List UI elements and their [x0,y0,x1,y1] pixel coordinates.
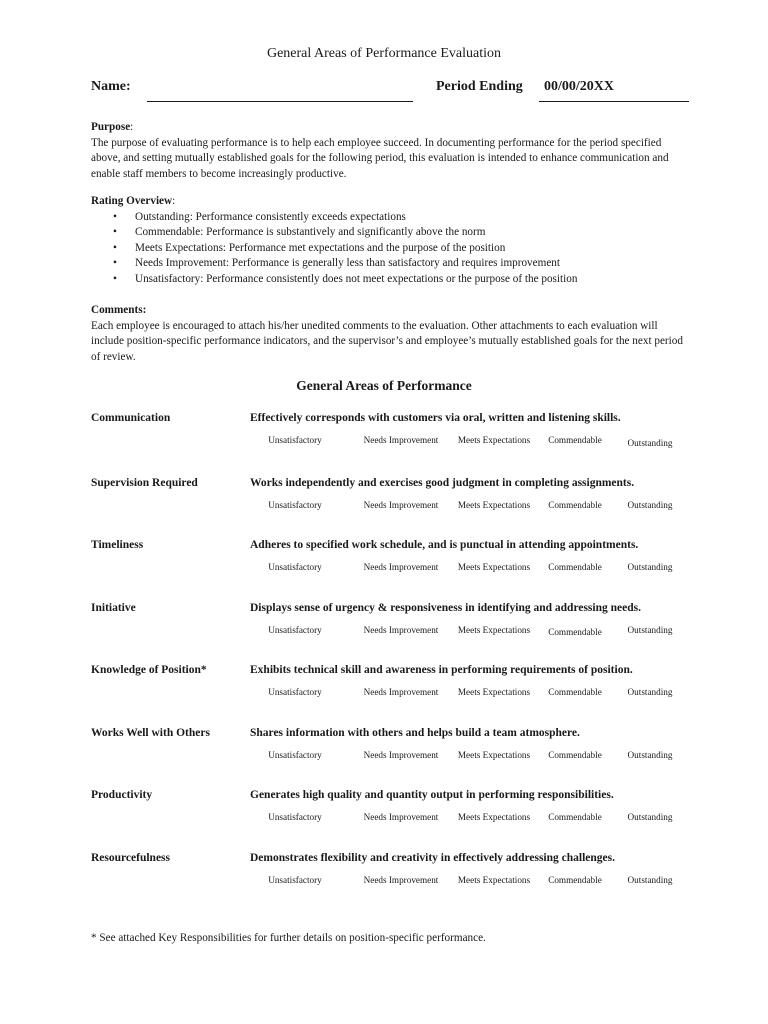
rating-option-outstanding[interactable]: Outstanding [627,562,673,572]
bullet-icon: • [113,241,117,254]
bullet-icon: • [113,272,117,285]
area-productivity [91,789,691,849]
comments-section [91,303,691,365]
rating-option-meets-expectations[interactable]: Meets Expectations [457,750,531,760]
rating-overview-section [91,194,691,288]
area-communication [91,412,691,472]
rating-option-unsatisfactory[interactable]: Unsatisfactory [268,750,322,760]
rating-option-unsatisfactory[interactable]: Unsatisfactory [268,562,322,572]
rating-item-text: Commendable: Performance is substantively and significantly above the norm [135,226,486,239]
rating-option-outstanding[interactable]: Outstanding [627,625,673,635]
purpose-heading-colon: : [130,121,134,133]
bullet-icon: • [113,257,117,270]
rating-option-commendable[interactable]: Commendable [548,435,602,445]
rating-option-outstanding[interactable]: Outstanding [627,687,673,697]
rating-option-unsatisfactory[interactable]: Unsatisfactory [268,812,322,822]
rating-option-needs-improvement[interactable]: Needs Improvement [363,625,439,635]
rating-option-meets-expectations[interactable]: Meets Expectations [457,875,531,885]
comments-text: Each employee is encouraged to attach his/her unedited comments to the evaluation. Other attachments to each evaluation will include position-specific performance indicators, and the supervisor’s and employee’s mutually established goals for the next period of review. [91,319,683,363]
area-supervision-required [91,477,691,537]
list-item [91,225,691,241]
rating-option-commendable[interactable]: Commendable [548,562,602,572]
rating-option-outstanding[interactable]: Outstanding [627,812,673,822]
area-name: Productivity [91,789,153,801]
area-description: Generates high quality and quantity output in performing responsibilities. [250,789,614,801]
rating-overview-colon: : [172,195,176,207]
period-ending-label: Period Ending [436,79,523,94]
rating-option-outstanding[interactable]: Outstanding [627,438,673,448]
rating-overview-heading: Rating Overview [91,195,173,207]
rating-option-commendable[interactable]: Commendable [548,750,602,760]
rating-option-commendable[interactable]: Commendable [548,500,602,510]
rating-option-unsatisfactory[interactable]: Unsatisfactory [268,625,322,635]
list-item [91,241,691,257]
rating-item-text: Needs Improvement: Performance is generally less than satisfactory and requires improvement [135,257,560,270]
rating-option-commendable[interactable]: Commendable [548,812,602,822]
rating-item-text: Meets Expectations: Performance met expectations and the purpose of the position [135,241,506,254]
purpose-section [91,120,691,182]
purpose-text: The purpose of evaluating performance is to help each employee succeed. In documenting performance for the period specified above, and setting mutually established goals for the following period, this evaluation is intended to enhance communication and enable staff members to become increasingly productive. [91,136,669,180]
name-field-line [147,101,413,102]
list-item [91,210,691,226]
area-name: Initiative [91,602,136,614]
comments-heading: Comments: [91,304,147,316]
rating-option-meets-expectations[interactable]: Meets Expectations [457,812,531,822]
area-name: Knowledge of Position* [91,664,207,676]
rating-option-needs-improvement[interactable]: Needs Improvement [363,500,439,510]
rating-option-meets-expectations[interactable]: Meets Expectations [457,500,531,510]
rating-option-unsatisfactory[interactable]: Unsatisfactory [268,875,322,885]
rating-option-needs-improvement[interactable]: Needs Improvement [363,750,439,760]
area-description: Shares information with others and helps build a team atmosphere. [250,727,580,739]
purpose-heading: Purpose [91,121,131,133]
area-description: Works independently and exercises good judgment in completing assignments. [250,477,635,489]
rating-option-needs-improvement[interactable]: Needs Improvement [363,812,439,822]
rating-option-commendable[interactable]: Commendable [548,875,602,885]
rating-option-meets-expectations[interactable]: Meets Expectations [457,562,531,572]
area-description: Adheres to specified work schedule, and is punctual in attending appointments. [250,539,639,551]
rating-option-outstanding[interactable]: Outstanding [627,750,673,760]
areas-title: General Areas of Performance [296,378,472,393]
rating-option-commendable[interactable]: Commendable [548,687,602,697]
rating-option-outstanding[interactable]: Outstanding [627,875,673,885]
rating-item-text: Outstanding: Performance consistently exceeds expectations [135,210,406,223]
area-description: Demonstrates flexibility and creativity in effectively addressing challenges. [250,852,615,864]
rating-option-needs-improvement[interactable]: Needs Improvement [363,875,439,885]
rating-option-needs-improvement[interactable]: Needs Improvement [363,435,439,445]
rating-option-commendable[interactable]: Commendable [548,627,602,637]
rating-option-needs-improvement[interactable]: Needs Improvement [363,687,439,697]
rating-option-unsatisfactory[interactable]: Unsatisfactory [268,687,322,697]
rating-option-unsatisfactory[interactable]: Unsatisfactory [268,500,322,510]
area-name: Timeliness [91,539,144,551]
bullet-icon: • [113,210,117,223]
area-description: Exhibits technical skill and awareness in performing requirements of position. [250,664,633,676]
area-name: Communication [91,412,171,424]
name-label: Name: [91,79,131,94]
list-item [91,272,691,288]
header-row [91,79,691,105]
rating-list [91,210,691,288]
rating-option-meets-expectations[interactable]: Meets Expectations [457,625,531,635]
rating-option-outstanding[interactable]: Outstanding [627,500,673,510]
period-ending-value: 00/00/20XX [544,79,614,94]
rating-option-meets-expectations[interactable]: Meets Expectations [457,687,531,697]
list-item [91,256,691,272]
area-timeliness [91,539,691,599]
area-initiative [91,602,691,662]
rating-option-unsatisfactory[interactable]: Unsatisfactory [268,435,322,445]
rating-option-meets-expectations[interactable]: Meets Expectations [457,435,531,445]
area-name: Works Well with Others [91,727,210,739]
area-description: Displays sense of urgency & responsiveness in identifying and addressing needs. [250,602,641,614]
period-field-line [539,101,689,102]
area-resourcefulness [91,852,691,912]
footnote: * See attached Key Responsibilities for further details on position-specific performance. [91,932,486,944]
rating-item-text: Unsatisfactory: Performance consistently does not meet expectations or the purpose of the position [135,272,578,285]
area-name: Supervision Required [91,477,198,489]
area-knowledge-of-position [91,664,691,724]
area-description: Effectively corresponds with customers via oral, written and listening skills. [250,412,621,424]
page-title: General Areas of Performance Evaluation [266,46,501,61]
bullet-icon: • [113,226,117,239]
rating-option-needs-improvement[interactable]: Needs Improvement [363,562,439,572]
area-name: Resourcefulness [91,852,171,864]
area-works-well-with-others [91,727,691,787]
